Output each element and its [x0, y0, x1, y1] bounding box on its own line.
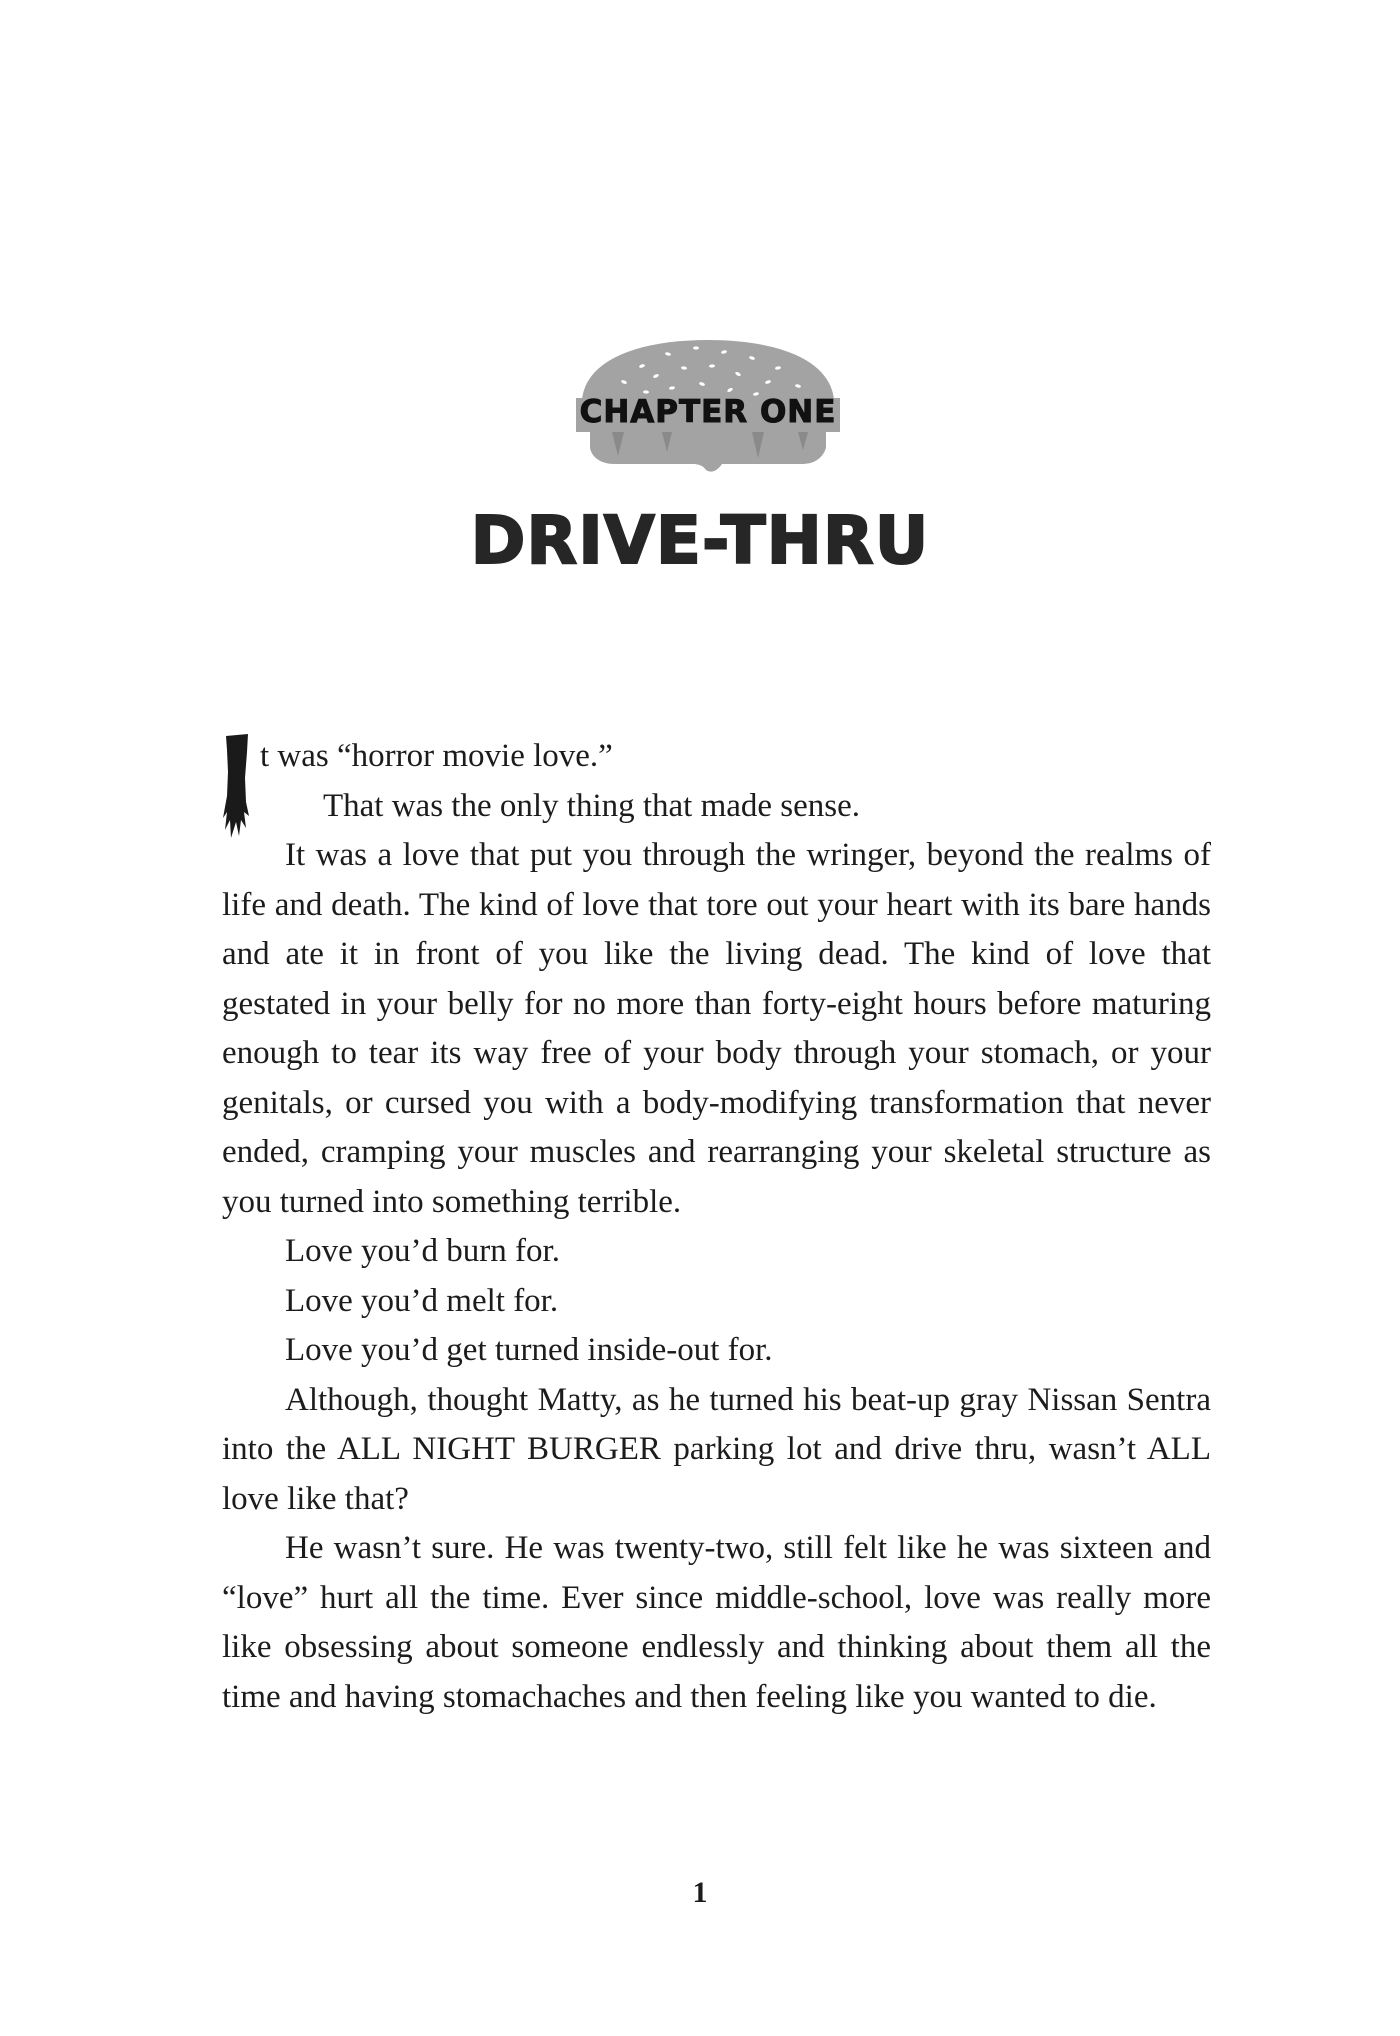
- paragraph: t was “horror movie love.”: [260, 738, 613, 774]
- paragraph: Love you’d burn for.: [285, 1233, 560, 1269]
- paragraph: Love you’d melt for.: [285, 1282, 559, 1319]
- chapter-badge: [572, 336, 844, 476]
- paragraph: He wasn’t sure. He was twenty-two, still felt like he was sixteen and “love” hurt all the time. Ever since middle-school, love was really more like obsessing about someone endlessly and thinking about them all the time and having stomachaches and then feeling like you wanted to die.: [222, 1530, 1211, 1715]
- page-number: 1: [692, 1876, 708, 1909]
- paragraph: It was a love that put you through the wringer, beyond the realms of life and death. The kind of love that tore out your heart with its bare hands and ate it in front of you like the living dead. The kind of love that gestated in your belly for no more than forty-eight hours before maturing enough to tear its way free of your body through your stomach, or your genitals, or cursed you with a body-modifying transformation that never ended, cramping your muscles and rearranging your skeletal structure as you turned into something terrible.: [222, 837, 1211, 1220]
- paragraph: Love you’d get turned inside-out for.: [285, 1332, 773, 1368]
- chapter-title: DRIVE-THRU: [470, 502, 930, 579]
- paragraph: Although, thought Matty, as he turned his beat-up gray Nissan Sentra into the ALL NIGHT BURGER parking lot and drive thru, wasn’t ALL love like that?: [222, 1381, 1211, 1517]
- chapter-label: CHAPTER ONE: [579, 394, 837, 430]
- chapter-body: [222, 732, 1211, 1722]
- paragraph: That was the only thing that made sense.: [323, 787, 861, 824]
